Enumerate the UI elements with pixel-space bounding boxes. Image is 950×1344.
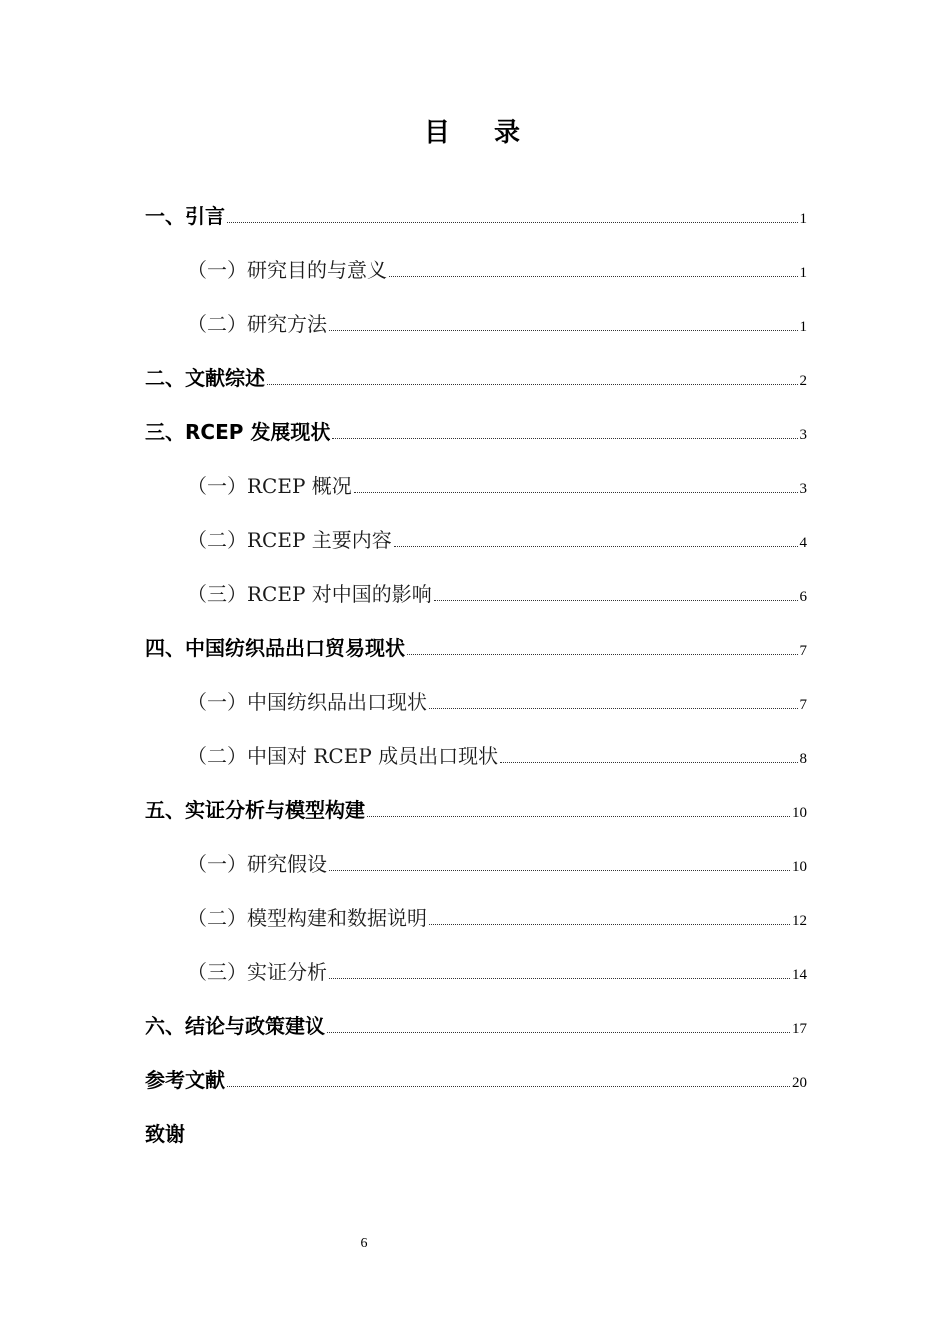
table-of-contents (145, 186, 807, 1158)
toc-dot-leader (429, 707, 798, 709)
toc-entry[interactable] (145, 240, 807, 294)
toc-entry-page: 2 (799, 373, 807, 389)
toc-dot-leader (329, 977, 790, 979)
toc-entry[interactable] (145, 780, 807, 834)
toc-dot-leader (407, 653, 798, 655)
toc-entry[interactable] (145, 942, 807, 996)
toc-entry-label: （一）研究假设 (187, 852, 327, 876)
toc-entry-label: 三、RCEP 发展现状 (145, 420, 331, 444)
toc-dot-leader (227, 221, 798, 223)
toc-dot-leader (500, 761, 797, 763)
toc-entry[interactable] (145, 618, 807, 672)
toc-entry-page: 3 (799, 481, 807, 497)
toc-entry-page: 20 (792, 1075, 807, 1091)
toc-entry-label: （二）RCEP 主要内容 (187, 528, 392, 552)
toc-entry-label: （二）模型构建和数据说明 (187, 906, 427, 930)
toc-entry-label: 四、中国纺织品出口贸易现状 (145, 636, 405, 660)
toc-entry-page: 12 (792, 913, 807, 929)
toc-entry[interactable] (145, 402, 807, 456)
toc-entry-label: （三）实证分析 (187, 960, 327, 984)
toc-dot-leader (354, 491, 798, 493)
toc-entry[interactable] (145, 564, 807, 618)
toc-entry-page: 3 (799, 427, 807, 443)
toc-entry-page: 1 (799, 319, 807, 335)
toc-dot-leader (327, 1031, 790, 1033)
toc-entry[interactable] (145, 456, 807, 510)
toc-entry-label: 参考文献 (145, 1068, 225, 1092)
toc-entry-page: 1 (799, 211, 807, 227)
toc-entry[interactable] (145, 996, 807, 1050)
toc-entry[interactable] (145, 510, 807, 564)
toc-dot-leader (389, 275, 798, 277)
toc-dot-leader (267, 383, 798, 385)
toc-entry-page: 10 (792, 859, 807, 875)
toc-entry-label: 二、文献综述 (145, 366, 265, 390)
toc-entry-label: （二）中国对 RCEP 成员出口现状 (187, 744, 499, 768)
toc-entry-label: （一）研究目的与意义 (187, 258, 387, 282)
toc-entry[interactable] (145, 726, 807, 780)
toc-entry[interactable] (145, 1050, 807, 1104)
toc-entry[interactable] (145, 1104, 807, 1158)
toc-dot-leader (332, 437, 797, 439)
toc-dot-leader (329, 329, 798, 331)
toc-entry-page: 7 (799, 697, 807, 713)
toc-dot-leader (367, 815, 790, 817)
page-number: 6 (360, 1236, 368, 1251)
toc-dot-leader (429, 923, 790, 925)
toc-entry[interactable] (145, 294, 807, 348)
toc-entry[interactable] (145, 186, 807, 240)
toc-entry-label: （二）研究方法 (187, 312, 327, 336)
toc-entry-page: 8 (799, 751, 807, 767)
toc-entry-page: 7 (799, 643, 807, 659)
toc-dot-leader (329, 869, 790, 871)
toc-dot-leader (434, 599, 798, 601)
toc-entry-page: 4 (799, 535, 807, 551)
toc-dot-leader (394, 545, 798, 547)
toc-entry-page: 17 (792, 1021, 807, 1037)
toc-entry-page: 1 (799, 265, 807, 281)
toc-entry-label: 六、结论与政策建议 (145, 1014, 325, 1038)
toc-entry[interactable] (145, 888, 807, 942)
toc-dot-leader (227, 1085, 790, 1087)
toc-title: 目录 (423, 118, 564, 148)
toc-entry-page: 14 (792, 967, 807, 983)
toc-entry[interactable] (145, 348, 807, 402)
toc-entry-label: （一）RCEP 概况 (187, 474, 352, 498)
toc-entry-label: （一）中国纺织品出口现状 (187, 690, 427, 714)
toc-entry[interactable] (145, 834, 807, 888)
toc-entry[interactable] (145, 672, 807, 726)
toc-entry-label: 致谢 (145, 1122, 185, 1146)
toc-entry-label: 一、引言 (145, 204, 225, 228)
toc-entry-page: 10 (792, 805, 807, 821)
toc-entry-label: 五、实证分析与模型构建 (145, 798, 365, 822)
toc-entry-page: 6 (799, 589, 807, 605)
toc-entry-label: （三）RCEP 对中国的影响 (187, 582, 432, 606)
